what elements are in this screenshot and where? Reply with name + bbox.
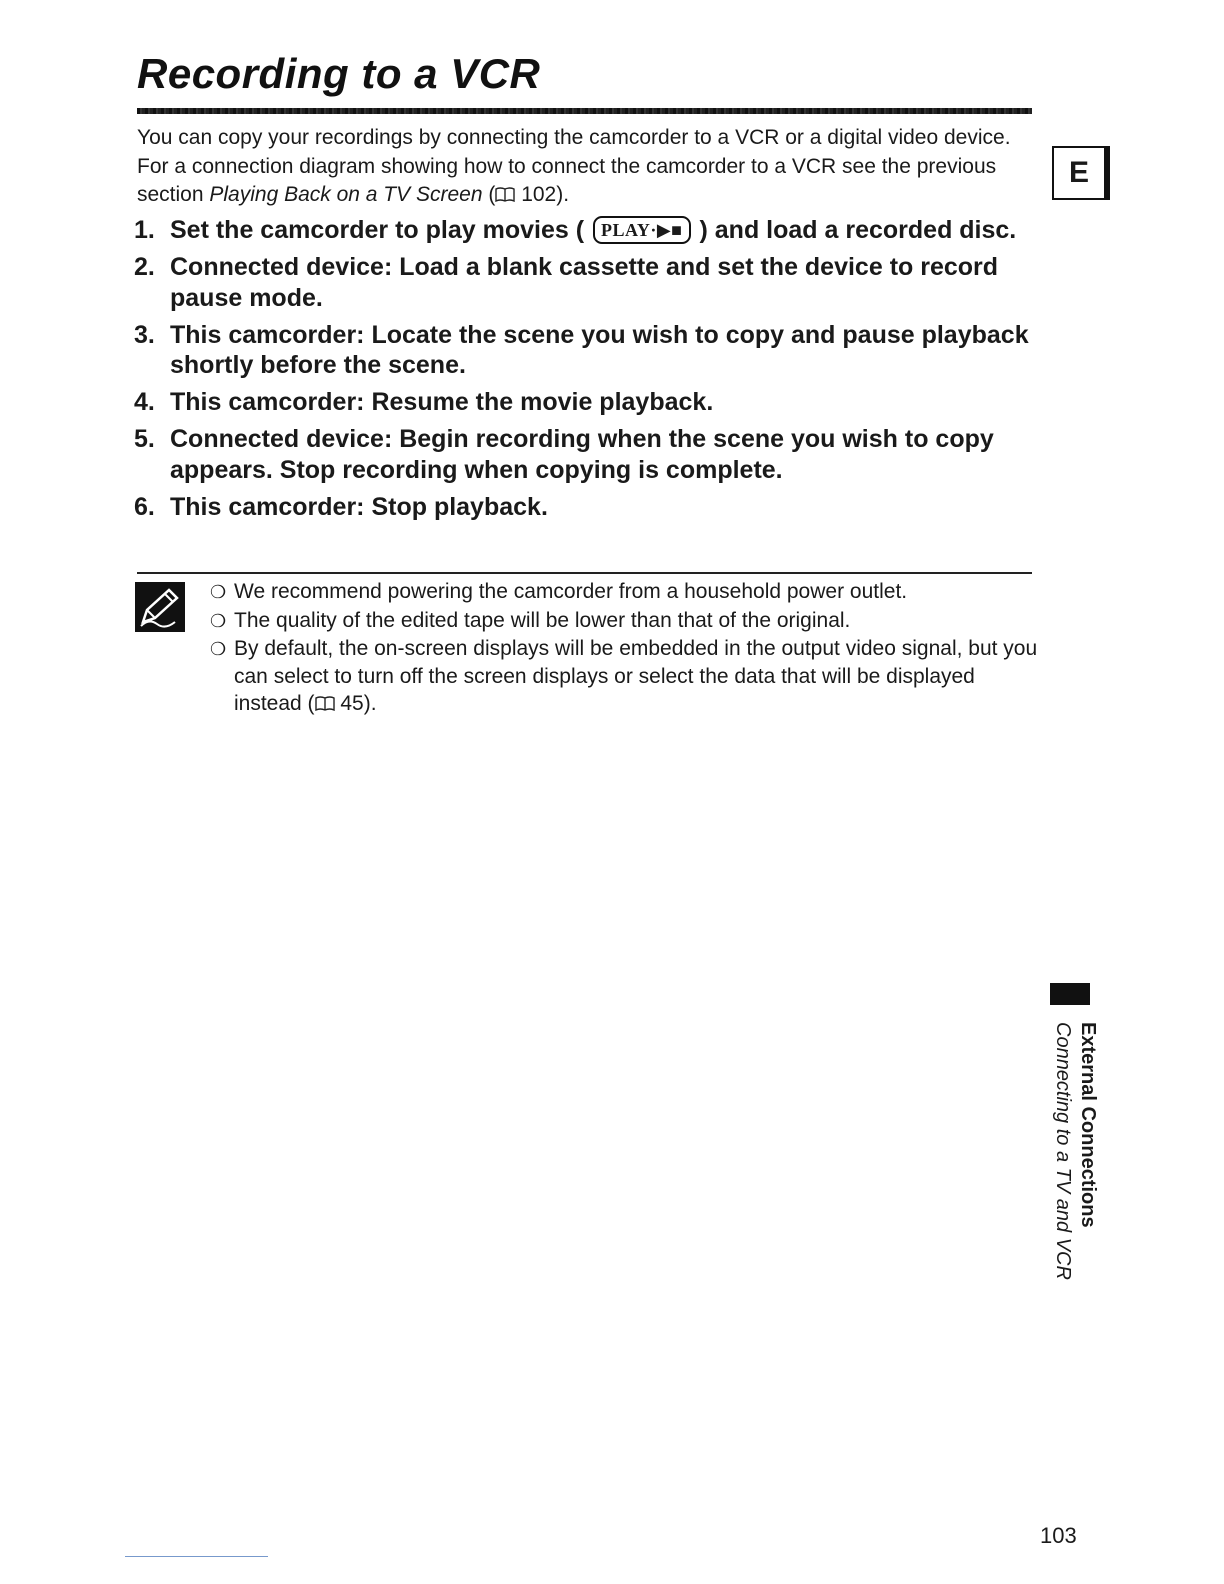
notes-divider [137, 572, 1032, 574]
step-text: Connected device: Load a blank cassette and set the device to record pause mode. [170, 253, 999, 312]
step-text [170, 215, 1034, 246]
pencil-note-icon [135, 582, 185, 632]
step-number: 1. [134, 216, 155, 244]
note-bullet: ❍ [210, 582, 227, 602]
book-reference-icon [495, 187, 515, 202]
language-tab: E [1052, 146, 1110, 200]
intro-ref-open: ( [482, 183, 496, 206]
note-item [210, 578, 1040, 607]
note-bullet: ❍ [210, 639, 227, 659]
intro-ref-title: Playing Back on a TV Screen [209, 183, 483, 206]
note-text [234, 635, 1040, 718]
notes-list [210, 578, 1040, 718]
step-number: 5. [134, 425, 155, 453]
step-number: 4. [134, 388, 155, 416]
step-number: 6. [134, 492, 155, 521]
step-text-before: Set the camcorder to play movies ( [170, 216, 591, 244]
step-text: This camcorder: Resume the movie playback. [170, 388, 714, 416]
page-number: 103 [1040, 1523, 1077, 1548]
note-item [210, 635, 1040, 718]
step-item [134, 215, 1034, 246]
step-text: This camcorder: Stop playback. [170, 492, 548, 521]
title-rule [137, 108, 1032, 114]
side-subsection-title: Connecting to a TV and VCR [1052, 1022, 1074, 1280]
note-ref-page: 45). [334, 692, 377, 715]
intro-paragraph [137, 124, 1037, 210]
step-item [134, 387, 1034, 418]
steps-list [134, 215, 1034, 529]
note-text: We recommend powering the camcorder from a household power outlet. [234, 580, 908, 603]
side-tab-text [1050, 1022, 1100, 1312]
section-marker-bar [1050, 983, 1090, 1005]
step-item [134, 320, 1034, 381]
intro-text: You can copy your recordings by connecting the camcorder to a VCR or a digital video device. For a connection diagram showing how to connect the camcorder to a VCR see the previous section [137, 126, 1011, 206]
step-item [134, 492, 1034, 523]
step-text: This camcorder: Locate the scene you wish to copy and pause playback shortly before the scene. [170, 320, 1029, 379]
note-text: The quality of the edited tape will be lower than that of the original. [234, 608, 851, 632]
note-item [210, 607, 1040, 636]
note-bullet: ❍ [210, 610, 227, 631]
page-title: Recording to a VCR [137, 50, 541, 97]
step-item [134, 252, 1034, 313]
step-number: 3. [134, 320, 155, 349]
intro-ref-page: 102). [515, 183, 570, 206]
book-reference-icon [315, 696, 335, 711]
side-tab [1044, 1022, 1100, 1312]
play-mode-badge: PLAY·▶■ [593, 216, 691, 244]
step-item [134, 424, 1034, 485]
step-text-after: ) and load a recorded disc. [692, 216, 1017, 244]
side-section-title: External Connections [1077, 1022, 1099, 1228]
step-text: Connected device: Begin recording when the scene you wish to copy appears. Stop recording when copying is complete. [170, 425, 994, 484]
step-number: 2. [134, 253, 155, 281]
footer-line [125, 1556, 268, 1557]
note-text-main: By default, the on-screen displays will be embedded in the output video signal, but you can select to turn off the screen displays or select the data that will be displayed instead ( [234, 637, 1038, 715]
